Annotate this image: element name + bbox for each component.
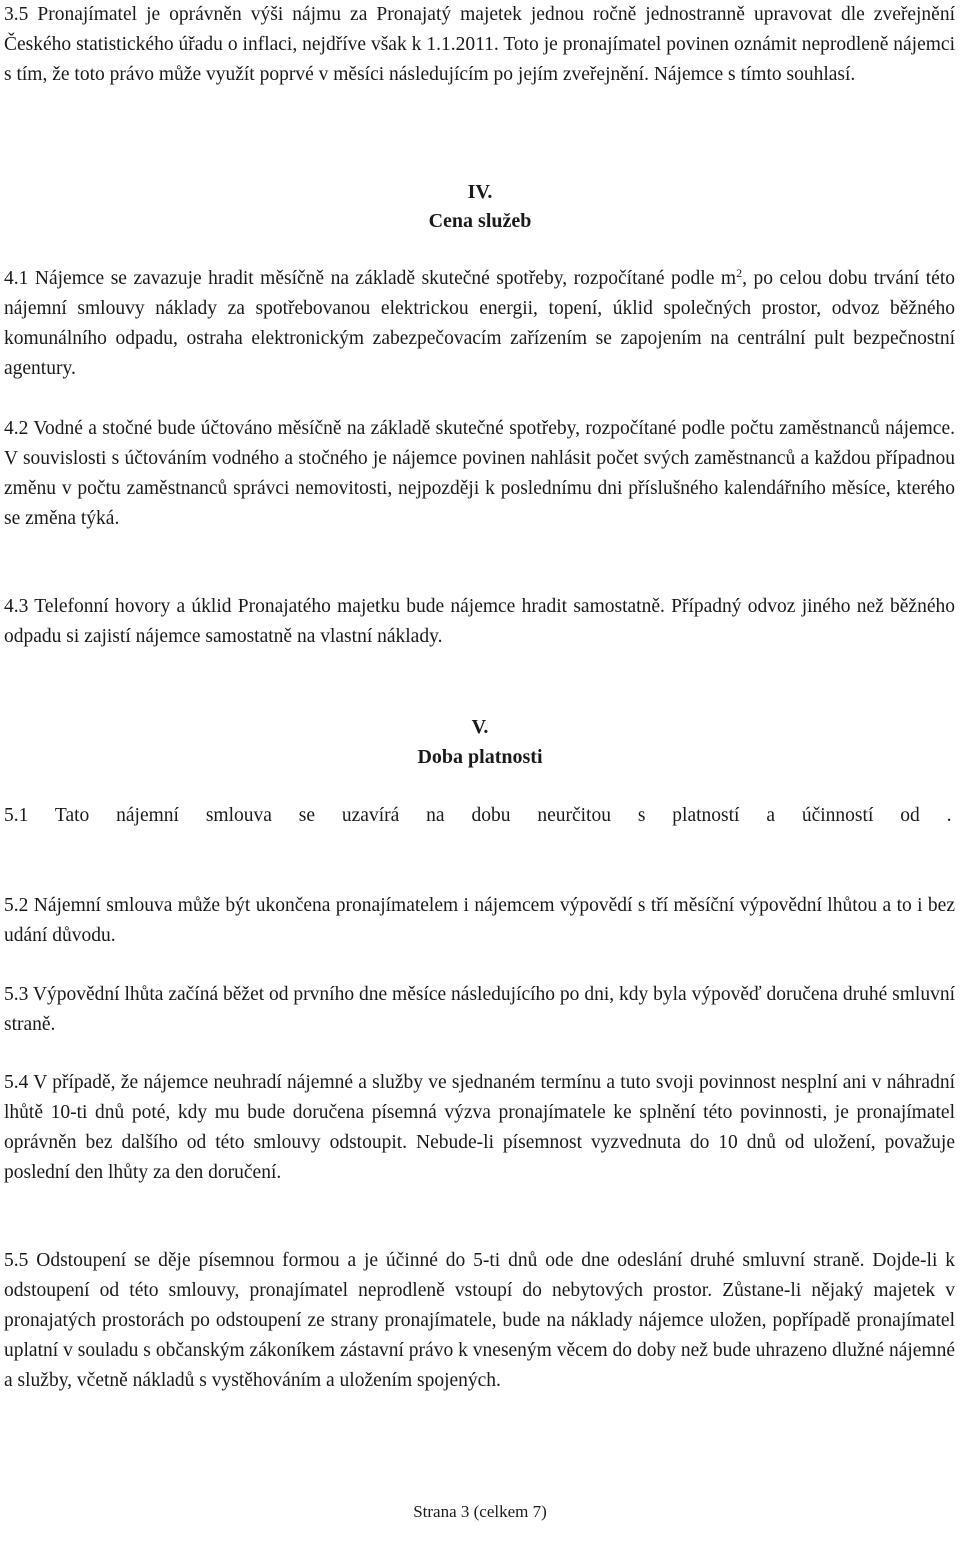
paragraph-3-5: 3.5 Pronajímatel je oprávněn výši nájmu za Pronajatý majetek jednou ročně jednostranně upravovat dle zveřejnění Českého statistického úřadu o inflaci, nejdříve však k 1.1.2011. Toto je pronajímatel povinen oznámit neprodleně nájemci s tím, že toto právo může využít poprvé v měsíci následujícím po jejím zveřejnění. Nájemce s tímto souhlasí. [4, 4, 955, 85]
page-number-footer: Strana 3 (celkem 7) [413, 1502, 547, 1521]
section-iv-title: Cena služeb [428, 210, 532, 232]
paragraph-4-1-text-end: , po celou dobu trvání této nájemní smlouvy náklady za spotřebovanou elektrickou energii, topení, úklid společných prostor, odvoz běžného komunálního odpadu, ostraha elektronickým zabezpečovacím zařízením se zapojením na centrální pult bezpečnostní agentury. [4, 268, 956, 379]
superscript-square: 2 [736, 266, 743, 280]
paragraph-4-1 [4, 264, 955, 384]
paragraph-5-4: 5.4 V případě, že nájemce neuhradí nájemné a služby ve sjednaném termínu a tuto svoji povinnost nesplní ani v náhradní lhůtě 10-ti dnů poté, kdy mu bude doručena písemná výzva pronajímatele ke splnění této povinnosti, je pronajímatel oprávněn bez dalšího od této smlouvy odstoupit. Nebude-li písemnost vyzvednuta do 10 dnů od uložení, považuje poslední den lhůty za den doručení. [4, 1072, 955, 1183]
paragraph-5-5: 5.5 Odstoupení se děje písemnou formou a je účinné do 5-ti dnů ode dne odeslání druhé smluvní straně. Dojde-li k odstoupení od této smlouvy, pronajímatel neprodleně vstoupí do nebytových prostor. Zůstane-li nějaký majetek v pronajatých prostorách po odstoupení ze strany pronajímatele, bude na náklady nájemce uložen, popřípadě pronajímatel uplatní v souladu s občanským zákoníkem zástavní právo k vneseným věcem do doby než bude uhrazeno dlužné nájemné a služby, včetně nákladů s vystěhováním a uložením spojených. [4, 1250, 955, 1391]
paragraph-4-1-text-start: 4.1 Nájemce se zavazuje hradit měsíčně na základě skutečné spotřeby, rozpočítané podle m [4, 268, 737, 289]
paragraph-5-3: 5.3 Výpovědní lhůta začíná běžet od prvního dne měsíce následujícího po dni, kdy byla výpověď doručena druhé smluvní straně. [4, 984, 955, 1035]
paragraph-4-2: 4.2 Vodné a stočné bude účtováno měsíčně na základě skutečné spotřeby, rozpočítané podle počtu zaměstnanců nájemce. V souvislosti s účtováním vodného a stočného je nájemce povinen nahlásit počet svých zaměstnanců a každou případnou změnu v počtu zaměstnanců správci nemovitosti, nejpozději k poslednímu dni příslušného kalendářního měsíce, kterého se změna týká. [4, 418, 955, 529]
section-v-number: V. [471, 716, 489, 738]
section-v-title: Doba platnosti [417, 746, 543, 768]
paragraph-5-2: 5.2 Nájemní smlouva může být ukončena pronajímatelem i nájemcem výpovědí s tří měsíční výpovědní lhůtou a to i bez udání důvodu. [4, 895, 955, 946]
paragraph-5-1: 5.1 Tato nájemní smlouva se uzavírá na dobu neurčitou s platností a účinností od . [4, 805, 952, 826]
section-iv-number: IV. [467, 181, 493, 203]
paragraph-4-3: 4.3 Telefonní hovory a úklid Pronajatého majetku bude nájemce hradit samostatně. Případný odvoz jiného než běžného odpadu si zajistí nájemce samostatně na vlastní náklady. [4, 596, 955, 647]
